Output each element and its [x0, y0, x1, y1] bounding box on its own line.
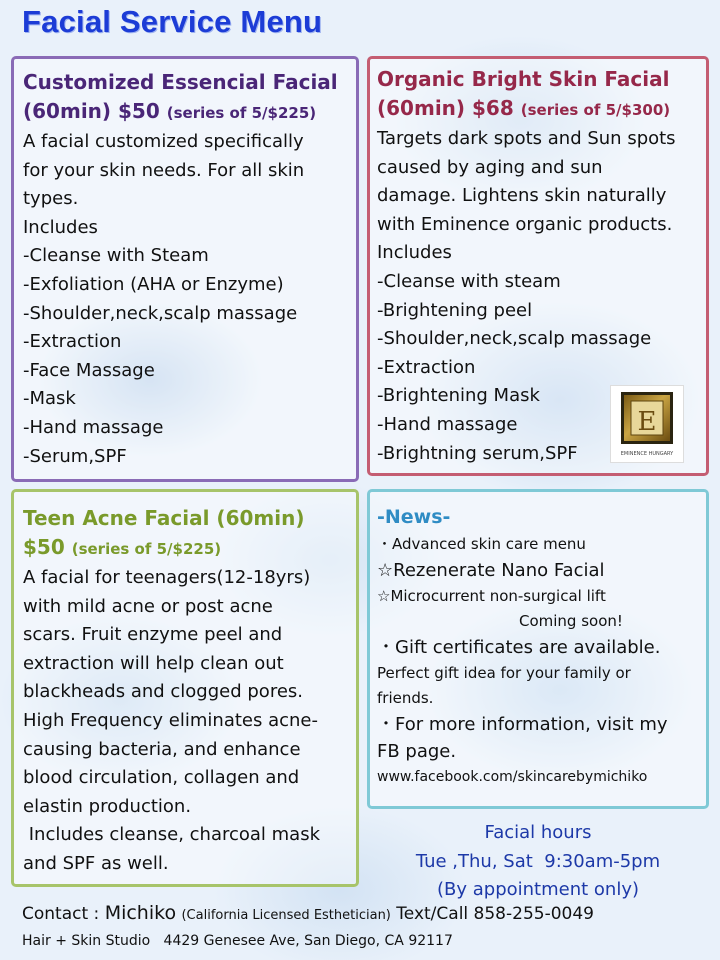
address-text: 4429 Genesee Ave, San Diego, CA 92117 [163, 933, 453, 949]
news-item: friends. [377, 689, 434, 707]
essential-include-item: -Hand massage [23, 416, 164, 438]
contact-name: Michiko [104, 902, 177, 924]
teen-description-line: Includes cleanse, charcoal mask [23, 824, 321, 846]
news-item: ・Advanced skin care menu [377, 535, 586, 553]
organic-description-line: with Eminence organic products. [377, 213, 673, 235]
news-item: ・Gift certificates are available. [377, 637, 661, 658]
studio-name: Hair + Skin Studio [22, 933, 151, 949]
organic-price: $68 [472, 96, 514, 120]
essential-facial-card [11, 56, 359, 482]
organic-duration: (60min) [377, 96, 466, 120]
teen-description-line: A facial for teenagers(12-18yrs) [23, 567, 311, 588]
essential-series: (series of 5/$225) [166, 104, 317, 122]
essential-include-item: -Serum,SPF [23, 445, 127, 467]
teen-description-line: extraction will help clean out [23, 652, 284, 674]
organic-include-item: -Brightening Mask [377, 385, 540, 407]
organic-description-line: Targets dark spots and Sun spots [377, 128, 676, 149]
essential-price: $50 [118, 99, 160, 123]
teen-facial-price-line [23, 533, 320, 564]
news-item: FB page. [377, 741, 457, 762]
essential-description-line: types. [23, 188, 79, 210]
contact-credential: (California Licensed Esthetician) [181, 908, 391, 923]
essential-includes-label: Includes [23, 216, 98, 238]
phone-label: Text/Call [396, 904, 469, 924]
organic-includes-label: Includes [377, 242, 452, 264]
news-item: ☆Rezenerate Nano Facial [377, 560, 605, 581]
news-item: ☆Microcurrent non-surgical lift [377, 587, 606, 605]
essential-description-line: for your skin needs. For all skin [23, 159, 305, 181]
teen-description-line: with mild acne or post acne [23, 595, 273, 617]
hours-note: (By appointment only) [437, 879, 639, 900]
teen-description-line: blood circulation, collagen and [23, 767, 300, 789]
studio-address [22, 933, 453, 949]
facial-hours [367, 819, 709, 905]
essential-include-item: -Face Massage [23, 359, 155, 381]
essential-facial-price-line [23, 97, 338, 128]
organic-facial-price-line [377, 94, 676, 125]
essential-duration: (60min) [23, 99, 112, 123]
teen-acne-facial-card [11, 489, 359, 887]
teen-series: (series of 5/$225) [71, 540, 222, 558]
facebook-link[interactable]: www.facebook.com/skincarebymichiko [377, 769, 648, 785]
teen-description-line: causing bacteria, and enhance [23, 738, 301, 760]
page-title: Facial Service Menu [22, 4, 323, 39]
teen-description-line: High Frequency eliminates acne- [23, 709, 318, 731]
teen-price: $50 [23, 535, 65, 559]
essential-include-item: -Shoulder,neck,scalp massage [23, 302, 298, 324]
hours-title: Facial hours [484, 822, 592, 843]
eminence-logo-letter: E [637, 407, 657, 437]
essential-include-item: -Cleanse with Steam [23, 245, 209, 267]
news-title: -News- [377, 506, 451, 528]
teen-description-line: elastin production. [23, 795, 192, 817]
teen-description-line: and SPF as well. [23, 852, 169, 874]
contact-line [22, 902, 594, 924]
organic-include-item: -Shoulder,neck,scalp massage [377, 328, 652, 350]
organic-include-item: -Brightning serum,SPF [377, 442, 578, 464]
organic-description-line: damage. Lightens skin naturally [377, 185, 667, 207]
organic-include-item: -Cleanse with steam [377, 270, 561, 292]
organic-series: (series of 5/$300) [520, 101, 671, 119]
essential-include-item: -Extraction [23, 331, 122, 353]
eminence-logo [611, 386, 683, 462]
teen-description-line: blackheads and clogged pores. [23, 681, 304, 703]
organic-include-item: -Hand massage [377, 413, 518, 435]
hours-days: Tue ,Thu, Sat 9:30am-5pm [415, 850, 661, 872]
news-item-status: Coming soon! [519, 612, 623, 630]
organic-facial-name: Organic Bright Skin Facial [377, 67, 670, 91]
eminence-logo-text: EMINENCE HUNGARY [620, 451, 674, 457]
organic-description-line: caused by aging and sun [377, 156, 603, 178]
essential-facial-name: Customized Essencial Facial [23, 70, 338, 94]
news-item: Perfect gift idea for your family or [377, 664, 631, 682]
organic-include-item: -Extraction [377, 356, 476, 378]
news-card [367, 489, 709, 809]
contact-label: Contact : [22, 904, 105, 924]
essential-include-item: -Mask [23, 388, 76, 410]
organic-include-item: -Brightening peel [377, 299, 533, 321]
eminence-logo-icon [611, 386, 683, 462]
essential-include-item: -Exfoliation (AHA or Enzyme) [23, 273, 284, 295]
essential-description-line: A facial customized specifically [23, 131, 304, 152]
organic-facial-card [367, 56, 709, 476]
teen-facial-name: Teen Acne Facial (60min) [23, 506, 305, 530]
phone-number[interactable]: 858-255-0049 [473, 904, 594, 924]
teen-description-line: scars. Fruit enzyme peel and [23, 624, 283, 646]
news-item: ・For more information, visit my [377, 714, 668, 735]
